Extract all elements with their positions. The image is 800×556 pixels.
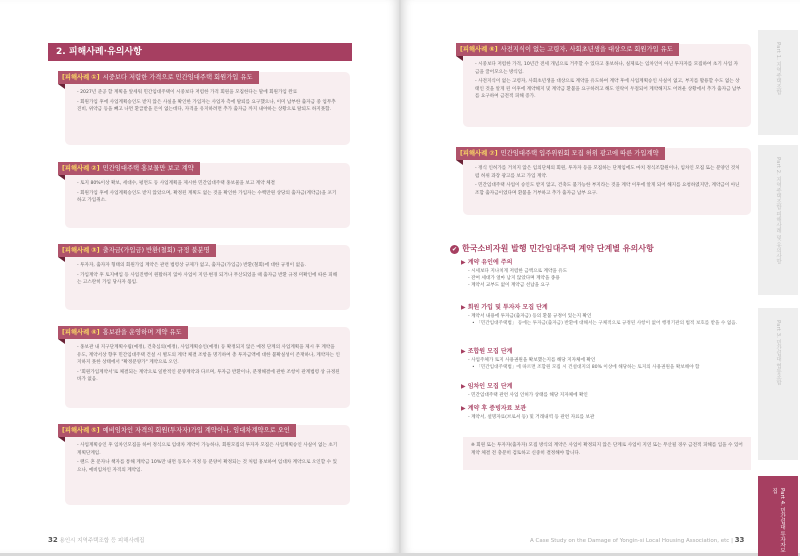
step-title: ▶ 임차인 모집 단계 xyxy=(461,383,513,390)
case-card xyxy=(460,148,751,215)
step-item: - 잔여 세대가 얼마 남지 않았다며 계약을 종용 xyxy=(468,276,560,281)
step-item: - 시세보다 지나치게 저렴한 금액으로 계약을 유도 xyxy=(468,269,568,274)
case-item: - 사전지식이 없는 고령자, 사회초년생을 대상으로 계약을 유도하여 계약 후에 사업계획승인 사실이 없고, 부지를 활용할 수도 없는 상태인 것을 알게 된 이후에 계약해지 및 계약금 환불을 요구하려고 해도 연락이 두절되어 계약해지도 어려운 상황에서 추가 출자금 납부를 요구하여 금전적 피해 증가. xyxy=(475,79,741,99)
step-title: ▶ 회원 가입 및 투자자 모집 단계 xyxy=(461,304,548,311)
case-card xyxy=(460,44,751,127)
case-item: - 토지 80%이상 확보, 세대수, 평면도 등 사업계획을 제시한 민간임대주택 홍보물을 보고 계약 체결 xyxy=(77,181,275,186)
case-title: 민간임대주택 입주위원회 모집 허위 광고에 따른 가입계약 xyxy=(500,150,659,157)
case-title: 사전지식이 없는 고령자, 사회초년생을 대상으로 회원가입 유도 xyxy=(500,46,673,53)
side-tab-part4[interactable]: Part 4. 민간임대 투자자모집 xyxy=(758,476,798,556)
side-tab-part1[interactable]: Part 1. 지역주택조합 xyxy=(758,30,798,135)
case-label xyxy=(58,162,200,175)
case-item: - 정식 인허가를 거치지 않은 임의단체의 회원, 투자자 등을 모집하는 단계임에도 마치 정식조합원이나, 임차인 모집 또는 분양인 것처럼 허위 과장 광고를 보고 가입 계약. xyxy=(475,166,740,179)
step-item: - 계약서, 설명자료(브로셔 등) 및 거래내역 등 관련 자료를 보관 xyxy=(468,415,595,420)
check-circle-icon: ✔ xyxy=(451,246,458,253)
case-item: - 시중보다 저렴한 가격, 10년간 전세 개념으로 거주할 수 있다고 홍보하나, 실제로는 임차인이 아닌 투자자를 모집하여 초기 사업 자금을 끌어모으는 방식임. xyxy=(475,62,739,75)
guide-step xyxy=(461,381,751,399)
case-item: - 사업계획승인 후 임차인모집을 하여 정식으로 임대차 계약이 가능하나, 회원모집의 투자자 모집은 사업계획승인 사실이 없는 초기 계획단계임. xyxy=(77,443,338,456)
guide-step xyxy=(461,302,751,327)
case-tag: [피해사례 ①] xyxy=(62,74,100,81)
guide-title xyxy=(450,243,654,254)
left-footer xyxy=(48,536,144,544)
case-title: 민간임대주택 홍보물만 보고 계약 xyxy=(102,165,194,172)
case-label xyxy=(58,71,259,84)
case-title: 예비임차인 자격의 회원(투자자)가입 계약이나, 임대차계약으로 오인 xyxy=(102,427,290,434)
case-label xyxy=(58,244,216,257)
case-label xyxy=(456,43,679,56)
step-title: ▶ 계약 유인에 주의 xyxy=(461,259,513,266)
step-title: ▶ 조합원 모집 단계 xyxy=(461,348,513,355)
case-item: - 2027년 준공 할 계획을 앞세워 민간임대주택이 시중보다 저렴한 가격 회원을 모집한다는 말에 회원가입 완료 xyxy=(77,90,298,95)
step-item: - 계약서 교부도 없이 계약금 선납을 요구 xyxy=(468,283,550,288)
case-tag: [피해사례 ④] xyxy=(62,329,100,336)
case-item: - 홍보관 내 지구단계획수립(예정), 건축심의(예정), 사업계획승인(예정) 등 확정되지 않은 예정 단계의 사업계획을 제시 후 계약을 유도, 계약서상 향후 민간임대주택 건설 시 별도의 계약 체결 조항을 명기하여 총 투자금액에 대한 불확실성이 존재하나, 계약자는 인지하지 못한 상태에서 "확정분양가" 계약으로 오인. xyxy=(77,345,340,365)
case-card xyxy=(62,72,350,145)
guide-note: ※ 회원 또는 투자자(출자자) 모집 방식의 계약은 사업이 확정되지 않은 단계로 사업이 지연 또는 무산될 경우 금전적 피해를 입을 수 있어 계약 체결 전 충분히 검토하고 신중히 결정해야 합니다. xyxy=(463,437,751,470)
case-item: - 민간임대주택 사업이 승인도 받지 않고, 건축도 불가능한 부지라는 것을 계약 이후에 알게 되어 해지를 요청하였지만, 계약금이 아닌 조합 출자금이었다며 환불을 거부하고 추가 출자금 납부 요구. xyxy=(475,183,740,196)
side-tab-part2[interactable]: Part 2. 지역주택조합 피해사례 및 유의사항 xyxy=(758,145,798,295)
case-tag: [피해사례 ③] xyxy=(62,247,100,254)
case-title: 출자금(가입금) 반환(철회) 규정 불분명 xyxy=(102,247,210,254)
case-card xyxy=(62,425,350,505)
guide-step xyxy=(461,403,751,421)
footer-text: A Case Study on the Damage of Yongin-si Local Housing Association, etc xyxy=(530,538,730,544)
side-tab-part3[interactable]: Part 3. 민간임대 협동조합 xyxy=(758,308,798,460)
case-title: 홍보관을 운영하며 계약 유도 xyxy=(102,329,182,336)
step-title: ▶ 계약 후 증빙자료 보관 xyxy=(461,405,527,412)
section-title: 2. 피해사례·유의사항 xyxy=(48,43,352,61)
case-card xyxy=(62,327,350,408)
case-tag: [피해사례 ②] xyxy=(62,165,100,172)
case-tag: [피해사례 ⑦] xyxy=(460,150,498,157)
case-card xyxy=(62,163,350,228)
guide-title-text: 한국소비자원 발행 민간임대주택 계약 단계별 유의사항 xyxy=(462,244,654,253)
case-label xyxy=(58,326,188,339)
case-item: - 랜드 혼 문자나 책자를 통해 계약금 10%만 내면 동호수 지정 등 분양이 확정되는 것 처럼 홍보하여 임대차 계약으로 오인할 수 있으나, 예비임차인 자격의 계약임. xyxy=(77,460,337,473)
page-number: 32 xyxy=(48,536,58,544)
guide-step xyxy=(461,346,751,371)
right-footer: A Case Study on the Damage of Yongin-si Local Housing Association, etc | 33 xyxy=(530,536,745,544)
footer-text: 용인시 지역주택조합 등 피해사례집 xyxy=(59,538,145,544)
case-item: - 투자자, 출자자 형태의 회원가입 계약은 관련 법령상 규제가 없고, 출자금(가입금) 반환(철회)에 대한 규정이 없음. xyxy=(77,263,306,268)
case-tag: [피해사례 ⑤] xyxy=(62,427,100,434)
case-card xyxy=(62,245,350,310)
step-subitem: • 「민간임대주택법」에 따르면 조합원 모집 시 건설대지의 80% 이상에 해당하는 토지의 사용권원을 확보해야 함 xyxy=(472,365,700,370)
step-item: - 사업주체가 토지 사용권원을 확보했는지를 해당 지자체에 확인 xyxy=(468,358,596,363)
case-item: - 회원가입 후에 사업계획승인도 받지 않았으며, 확정된 계획도 없는 것을 확인한 가입자는 수백만원 상당의 출자금(계약금)을 포기하고 가입취소. xyxy=(77,190,337,203)
case-tag: [피해사례 ⑥] xyxy=(460,46,498,53)
step-item: - 계약서 내용에 투자금(출자금) 등의 환불 규정이 있는지 확인 xyxy=(468,314,592,319)
case-label xyxy=(456,147,665,160)
case-item: - 회원가입 후에 사업계획승인도 받지 않은 사실을 확인한 가입자는 사업자 측에 탈퇴를 요구했으나, 이미 납부한 출자금 중 업무추진비, 위약금 등을 빼고 나면 환급받을 돈이 없는데다, 자격을 유지하려면 추가 출자금 까지 내야하는 상황으로 탈퇴도 하지못함. xyxy=(77,99,336,112)
guide-step xyxy=(461,257,751,289)
case-label xyxy=(58,424,296,437)
case-title: 시중보다 저렴한 가격으로 민간임대주택 회원가입 유도 xyxy=(102,74,253,81)
case-item: - '회원가입계약서'로 체결되는 계약으로 일반적인 분양계약과 다르며, 투자금 반환이나, 분쟁해결에 관한 조항이 관계법령 상 규정된 바가 없음. xyxy=(77,369,340,382)
step-subitem: • 「민간임대주택법」 등에는 투자금(출자금) 반환에 대해서는 구체적으로 규정된 사항이 없어 행정기관의 법적 보호를 받을 수 없음. xyxy=(472,321,738,326)
step-item: - 민간임대주택 관련 사업 인허가 상태를 해당 지자체에 확인 xyxy=(468,393,588,398)
case-item: - 가입계약 후 토지매입 등 사업진행이 원활하지 않아 사업이 지연·변경 되거나 무산되었을 때 출자금 반환 규정 미확인에 따른 피해는 고스란히 가입 당사자 몫임. xyxy=(77,272,338,285)
page-number: 33 xyxy=(734,536,745,544)
